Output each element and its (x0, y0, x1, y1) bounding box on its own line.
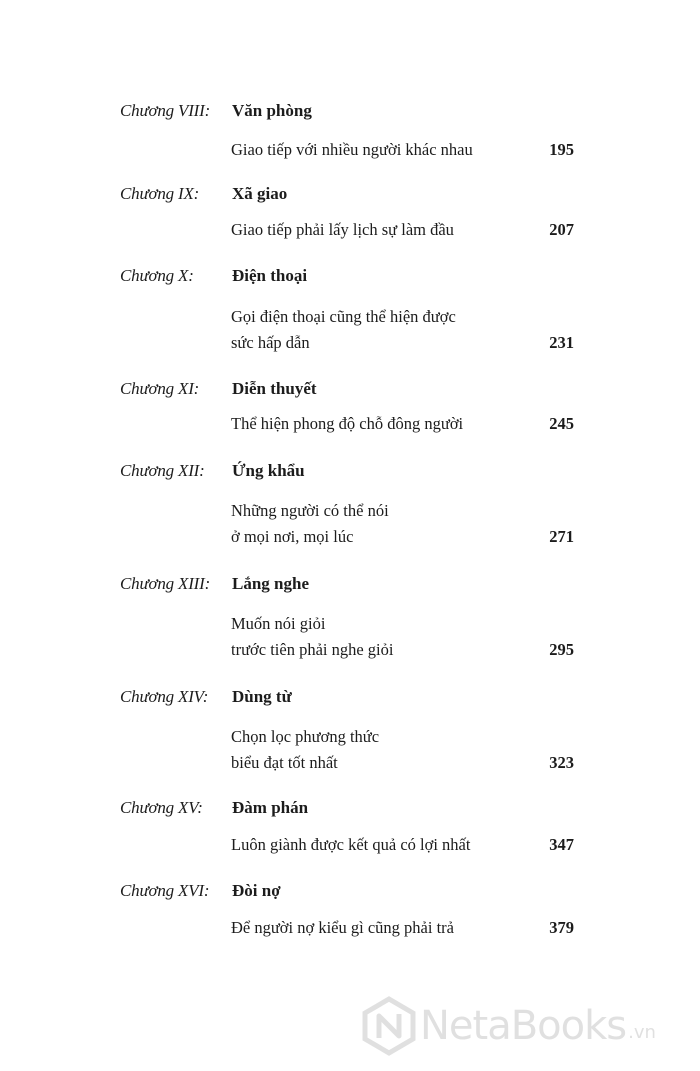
page-number: 245 (549, 414, 574, 433)
page-number: 347 (549, 835, 574, 854)
description-line: Những người có thể nói (231, 501, 389, 520)
chapter-title: Điện thoại (232, 266, 308, 285)
chapter-label: Chương VIII: (120, 101, 211, 120)
chapter-title: Ứng khẩu (232, 461, 305, 480)
chapter-description (231, 498, 389, 550)
description-line: sức hấp dẫn (231, 333, 310, 352)
description-line: Muốn nói giỏi (231, 614, 326, 633)
description-line: Chọn lọc phương thức (231, 727, 380, 746)
chapter-label: Chương XI: (120, 379, 200, 398)
chapter-label: Chương XV: (120, 798, 203, 817)
chapter-description (231, 611, 393, 663)
page-number: 323 (549, 753, 574, 772)
page-number: 195 (549, 140, 574, 159)
chapter-description (231, 832, 470, 858)
chapter-description (231, 724, 379, 776)
description-line: trước tiên phải nghe giỏi (231, 640, 394, 659)
chapter-label: Chương XIV: (120, 687, 209, 706)
chapter-description (231, 411, 463, 437)
chapter-label: Chương X: (120, 266, 194, 285)
page-number: 207 (549, 220, 574, 239)
description-line: biểu đạt tốt nhất (231, 753, 338, 772)
page-number: 271 (549, 527, 574, 546)
watermark (362, 996, 656, 1056)
chapter-description (231, 304, 456, 356)
chapter-label: Chương IX: (120, 184, 200, 203)
chapter-title: Dùng từ (232, 687, 292, 706)
watermark-brand: NetaBooks (420, 1003, 627, 1049)
description-line: ở mọi nơi, mọi lúc (231, 527, 354, 546)
chapter-title: Lắng nghe (232, 574, 309, 593)
chapter-description (231, 137, 473, 163)
page-number: 295 (549, 640, 574, 659)
chapter-label: Chương XIII: (120, 574, 211, 593)
chapter-title: Diễn thuyết (232, 379, 317, 398)
description-line: Giao tiếp với nhiều người khác nhau (231, 140, 473, 159)
chapter-title: Xã giao (232, 184, 288, 203)
description-line: Thể hiện phong độ chỗ đông người (231, 414, 464, 433)
description-line: Giao tiếp phải lấy lịch sự làm đầu (231, 220, 454, 239)
description-line: Gọi điện thoại cũng thể hiện được (231, 307, 456, 326)
chapter-label: Chương XVI: (120, 881, 210, 900)
chapter-description (231, 915, 454, 941)
netabooks-logo-icon (362, 996, 416, 1056)
page-number: 231 (549, 333, 574, 352)
description-line: Luôn giành được kết quả có lợi nhất (231, 835, 471, 854)
chapter-description (231, 217, 454, 243)
chapter-title: Đòi nợ (232, 881, 281, 900)
description-line: Để người nợ kiểu gì cũng phải trả (231, 918, 454, 937)
chapter-title: Đàm phán (232, 798, 309, 817)
watermark-tld: .vn (628, 1021, 656, 1043)
page-number: 379 (549, 918, 574, 937)
chapter-title: Văn phòng (232, 101, 312, 120)
chapter-label: Chương XII: (120, 461, 205, 480)
